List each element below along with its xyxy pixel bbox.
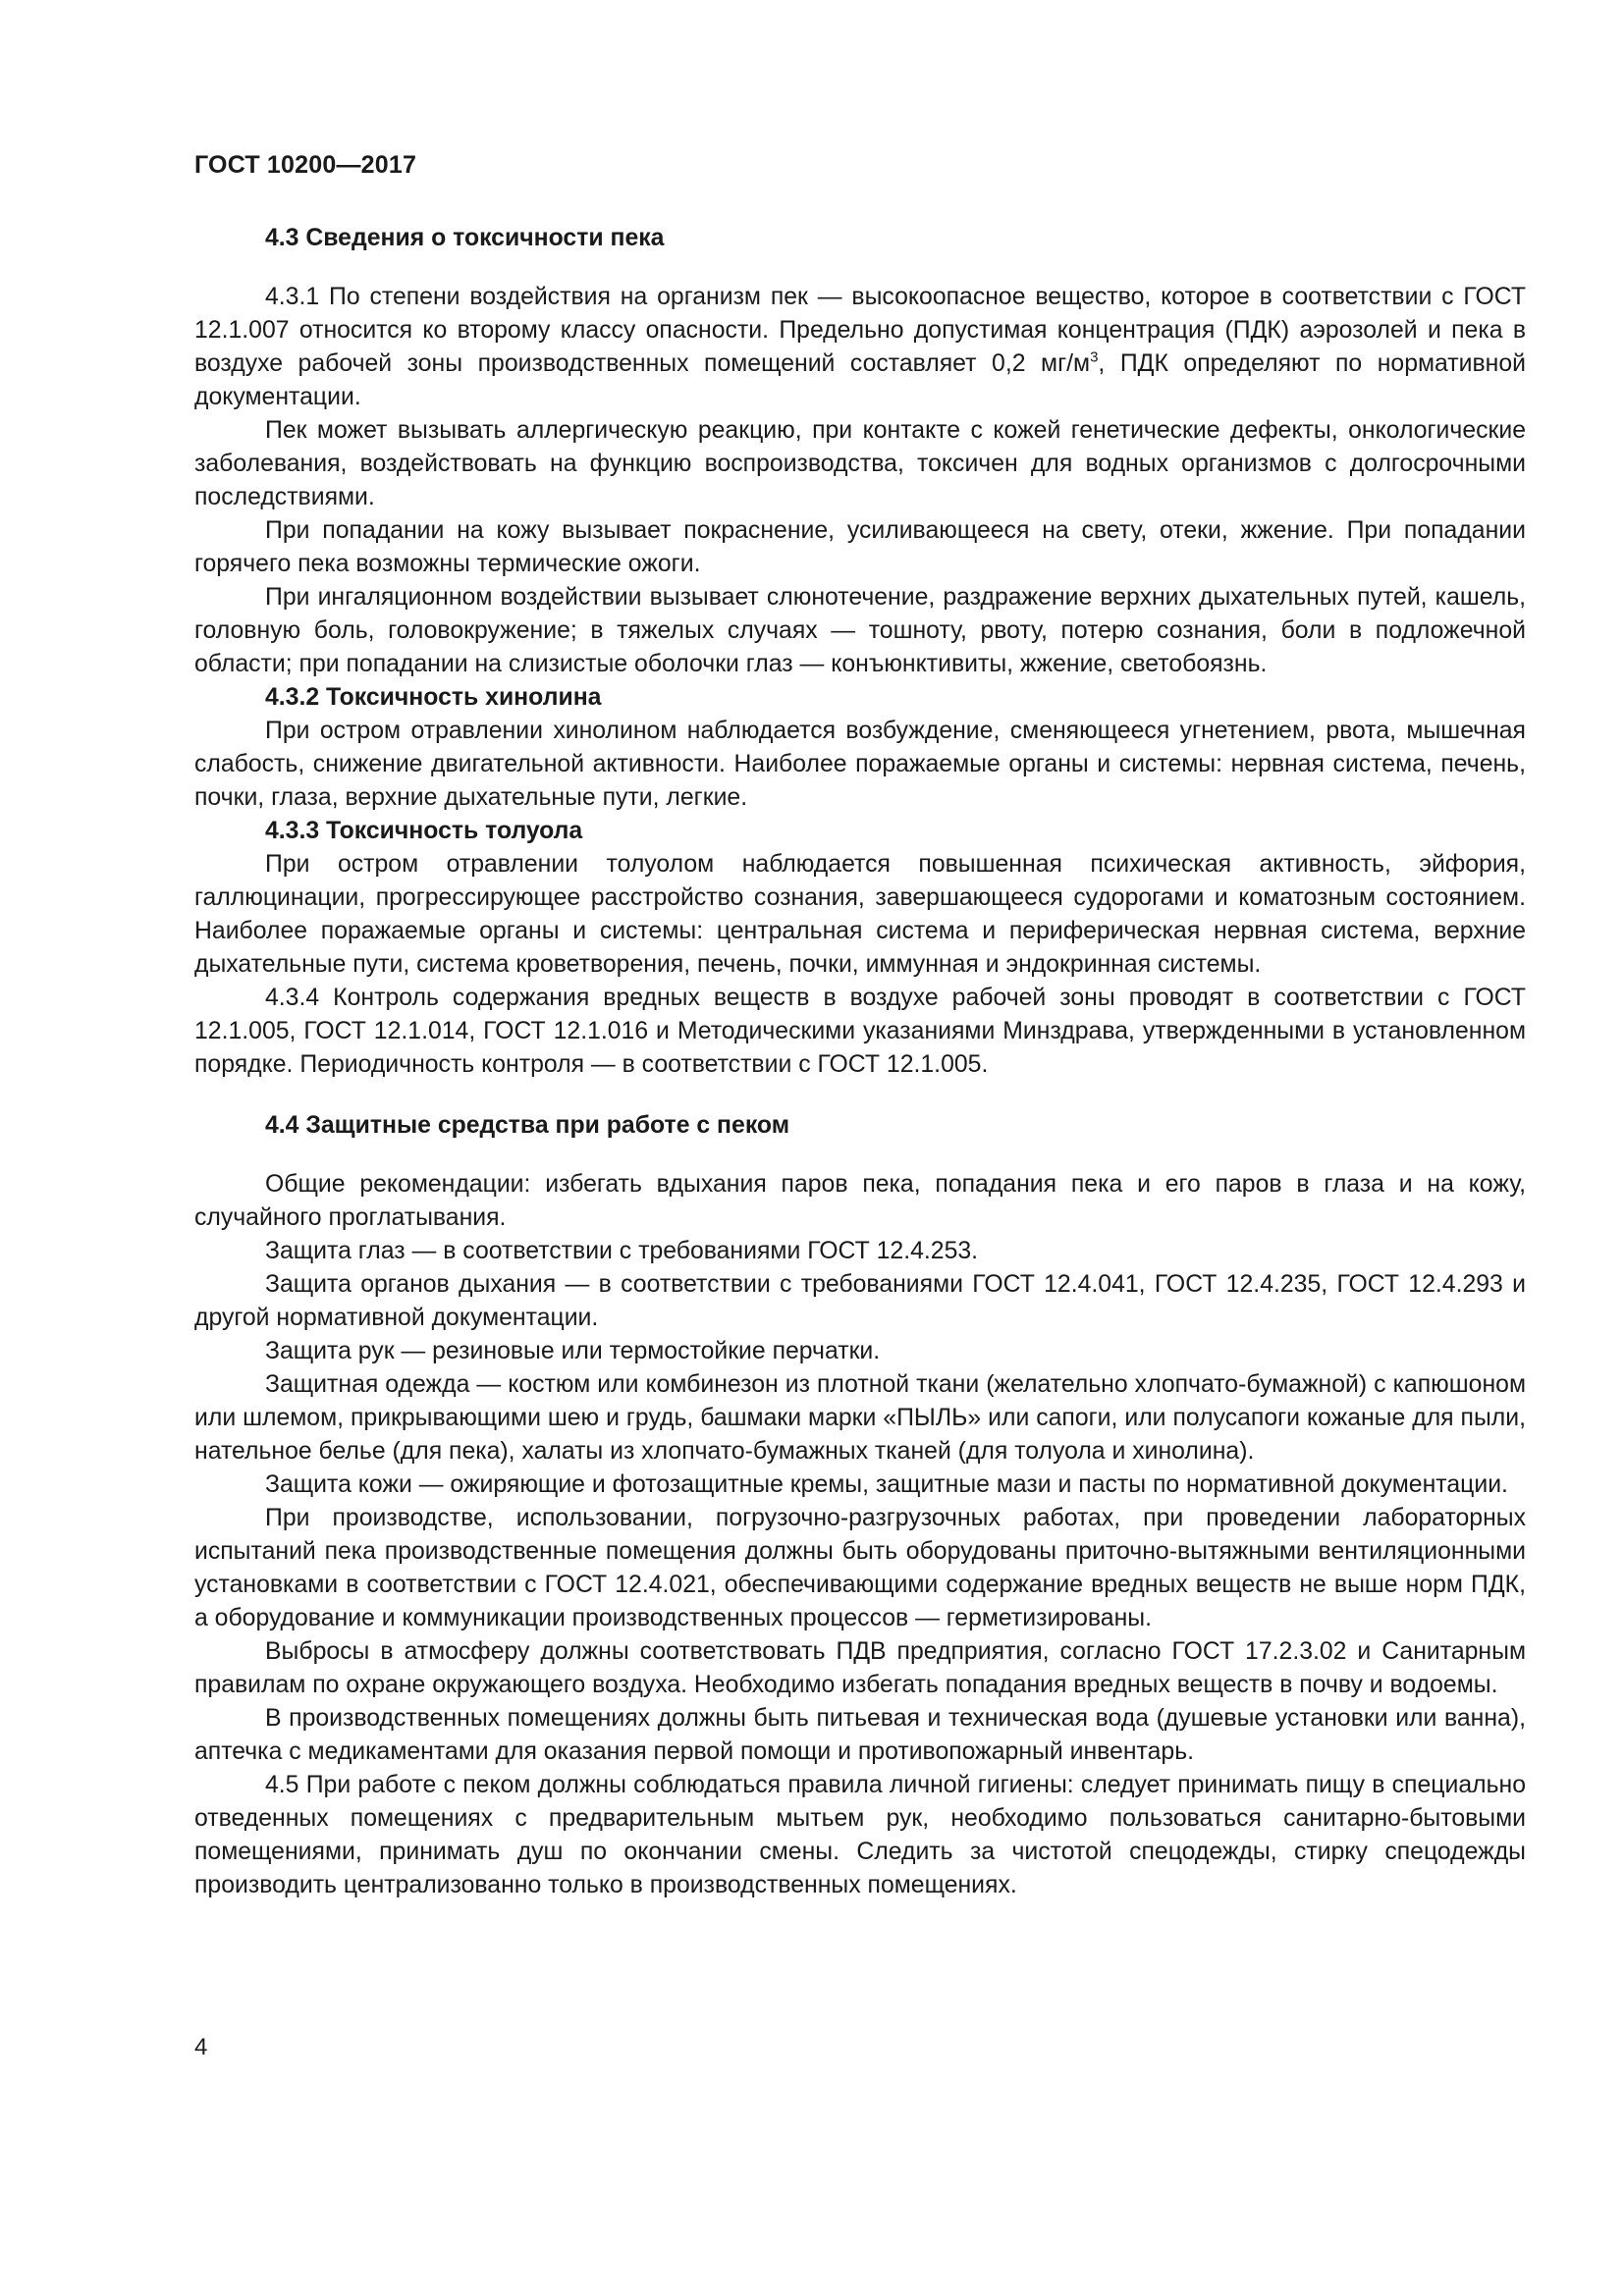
section-heading-4-3: 4.3 Сведения о токсичности пека [265, 225, 665, 251]
paragraph: Защитная одежда — костюм или комбинезон из плотной ткани (желательно хлопчато-бумажной) с капюшоном или шлемом, прикрывающими шею и грудь, башмаки марки «ПЫЛЬ» или сапоги, или полусапоги кожаные для пыли, нательное белье (для пека), халаты из хлопчато-бумажных тканей (для толуола и хинолина). [194, 1371, 1526, 1465]
paragraph: Пек может вызывать аллергическую реакцию, при контакте с кожей генетические дефекты, онкологические заболевания, воздействовать на функцию воспроизводства, токсичен для водных организмов с долгосрочными последствиями. [194, 417, 1526, 510]
paragraph-4-3-1-tail: , ПДК определяют по нормативной документации. [194, 350, 1526, 410]
paragraph: Защита органов дыхания — в соответствии с требованиями ГОСТ 12.4.041, ГОСТ 12.4.235, ГОСТ 12.4.293 и другой нормативной документации. [194, 1271, 1526, 1331]
subsection-heading-4-3-2: 4.3.2 Токсичность хинолина [265, 684, 602, 711]
page-number: 4 [194, 2034, 208, 2060]
paragraph: Общие рекомендации: избегать вдыхания паров пека, попадания пека и его паров в глаза и на кожу, случайного проглатывания. [194, 1171, 1526, 1231]
paragraph: Защита рук — резиновые или термостойкие перчатки. [265, 1338, 881, 1364]
subsection-heading-4-3-3: 4.3.3 Токсичность толуола [265, 818, 583, 844]
paragraph-4-5: 4.5 При работе с пеком должны соблюдаться правила личной гигиены: следует принимать пищу в специально отведенных помещениях с предварительным мытьем рук, необходимо пользоваться санитарно-бытовыми помещениями, принимать душ по окончании смены. Следить за чистотой спецодежды, стирку спецодежды производить централизованно только в производственных помещениях. [194, 1772, 1526, 1898]
paragraph: При ингаляционном воздействии вызывает слюнотечение, раздражение верхних дыхательных путей, кашель, головную боль, головокружение; в тяжелых случаях — тошноту, рвоту, потерю сознания, боли в подложечной области; при попадании на слизистые оболочки глаз — конъюнктивиты, жжение, светобоязнь. [194, 584, 1526, 677]
paragraph: В производственных помещениях должны быть питьевая и техническая вода (душевые установки или ванна), аптечка с медикаментами для оказания первой помощи и противопожарный инвентарь. [194, 1705, 1526, 1765]
document-body [194, 222, 1526, 1902]
paragraph-4-3-4: 4.3.4 Контроль содержания вредных веществ в воздухе рабочей зоны проводят в соответствии с ГОСТ 12.1.005, ГОСТ 12.1.014, ГОСТ 12.1.016 и Методическими указаниями Минздрава, утвержденными в установленном порядке. Периодичность контроля — в соответствии с ГОСТ 12.1.005. [194, 985, 1526, 1078]
document-id-header: ГОСТ 10200—2017 [194, 151, 417, 179]
section-heading-4-4: 4.4 Защитные средства при работе с пеком [265, 1112, 790, 1139]
paragraph: Выбросы в атмосферу должны соответствовать ПДВ предприятия, согласно ГОСТ 17.2.3.02 и Санитарным правилам по охране окружающего воздуха. Необходимо избегать попадания вредных веществ в почву и водоемы. [194, 1638, 1526, 1698]
document-page [194, 0, 1526, 2296]
paragraph-4-3-1-text: 4.3.1 По степени воздействия на организм пек — высокоопасное вещество, которое в соответствии с ГОСТ 12.1.007 относится ко второму классу опасности. Предельно допустимая концентрация (ПДК) аэрозолей и пека в воздухе рабочей зоны производственных помещений составляет 0,2 мг/м [194, 284, 1526, 377]
paragraph: При остром отравлении хинолином наблюдается возбуждение, сменяющееся угнетением, рвота, мышечная слабость, снижение двигательной активности. Наиболее поражаемые органы и системы: нервная система, печень, почки, глаза, верхние дыхательные пути, легкие. [194, 718, 1526, 811]
superscript-unit: 3 [1090, 348, 1099, 366]
paragraph: Защита глаз — в соответствии с требованиями ГОСТ 12.4.253. [265, 1238, 979, 1264]
paragraph: При попадании на кожу вызывает покраснение, усиливающееся на свету, отеки, жжение. При попадании горячего пека возможны термические ожоги. [194, 517, 1526, 577]
paragraph-4-3-1 [194, 281, 1526, 414]
paragraph: При остром отравлении толуолом наблюдается повышенная психическая активность, эйфория, галлюцинации, прогрессирующее расстройство сознания, завершающееся судорогами и коматозным состоянием. Наиболее поражаемые органы и системы: центральная система и периферическая нервная система, верхние дыхательные пути, система кроветворения, печень, почки, иммунная и эндокринная системы. [194, 851, 1526, 978]
paragraph: Защита кожи — ожиряющие и фотозащитные кремы, защитные мази и пасты по нормативной документации. [265, 1471, 1508, 1498]
paragraph: При производстве, использовании, погрузочно-разгрузочных работах, при проведении лабораторных испытаний пека производственные помещения должны быть оборудованы приточно-вытяжными вентиляционными установками в соответствии с ГОСТ 12.4.021, обеспечивающими содержание вредных веществ не выше норм ПДК, а оборудование и коммуникации производственных процессов — герметизированы. [194, 1505, 1526, 1631]
